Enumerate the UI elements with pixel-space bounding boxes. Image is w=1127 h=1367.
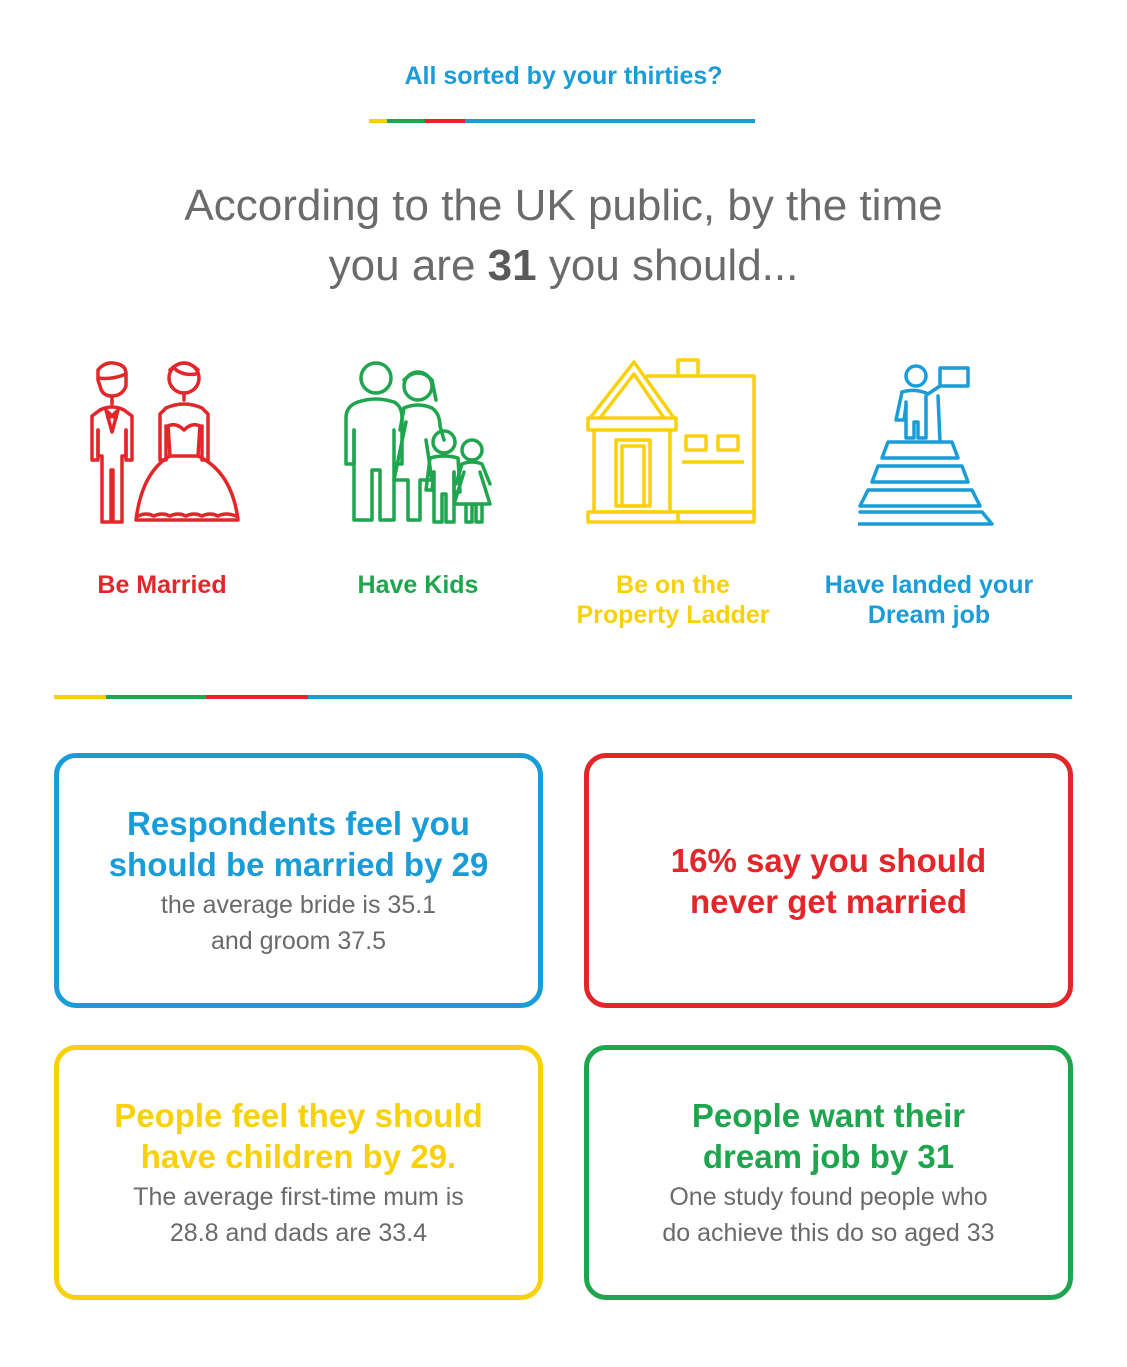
color-divider-small <box>369 119 755 123</box>
headline-post: you should... <box>548 241 799 290</box>
card-dream-job-by-31 <box>584 1045 1073 1300</box>
card-title-line: People want their <box>691 1096 966 1134</box>
card-never-married <box>584 753 1073 1008</box>
card-subtitle-line: One study found people who <box>669 1182 988 1211</box>
card-title-line: 16% say you should <box>670 841 987 879</box>
card-title <box>671 840 986 922</box>
icon-label-line: Be on the <box>616 571 730 599</box>
card-title <box>114 1095 483 1177</box>
couple-icon <box>82 356 242 528</box>
color-divider-large <box>54 695 1072 699</box>
card-subtitle-line: the average bride is 35.1 <box>160 890 437 919</box>
card-subtitle-line: do achieve this do so aged 33 <box>662 1218 995 1247</box>
card-title-line: Respondents feel you <box>127 804 470 842</box>
icon-label-kids <box>318 570 518 600</box>
podium-flag-icon <box>858 362 998 526</box>
card-married-by-29 <box>54 753 543 1008</box>
icon-label-line: Property Ladder <box>576 601 770 629</box>
card-subtitle <box>133 1179 464 1251</box>
headline-pre: you are <box>328 241 476 290</box>
icon-label-line: Have landed your <box>824 571 1034 599</box>
card-title-line: have children by 29. <box>140 1137 457 1175</box>
icon-label-line: Be Married <box>97 571 227 599</box>
card-children-by-29 <box>54 1045 543 1300</box>
card-subtitle <box>662 1179 994 1251</box>
icon-label-line: Have Kids <box>357 571 479 599</box>
icon-label-property <box>548 570 798 630</box>
icon-label-dream-job <box>798 570 1060 630</box>
icon-label-line: Dream job <box>867 601 991 629</box>
kicker-title: All sorted by your thirties? <box>404 62 723 90</box>
headline-line-1: According to the UK public, by the time <box>184 181 943 230</box>
headline-age: 31 <box>487 241 537 290</box>
card-subtitle-line: and groom 37.5 <box>210 926 387 955</box>
card-title <box>109 803 489 885</box>
card-title-line: never get married <box>690 882 967 920</box>
headline-line-2 <box>0 236 1127 296</box>
icon-label-married <box>62 570 262 600</box>
headline <box>0 176 1127 296</box>
card-subtitle-line: The average first-time mum is <box>133 1182 464 1211</box>
card-title-line: dream job by 31 <box>702 1137 955 1175</box>
card-subtitle-line: 28.8 and dads are 33.4 <box>169 1218 428 1247</box>
card-subtitle <box>161 887 436 959</box>
family-icon <box>340 360 496 528</box>
card-title-line: should be married by 29 <box>108 845 489 883</box>
house-icon <box>586 356 758 528</box>
card-title-line: People feel they should <box>114 1096 483 1134</box>
card-title <box>692 1095 965 1177</box>
